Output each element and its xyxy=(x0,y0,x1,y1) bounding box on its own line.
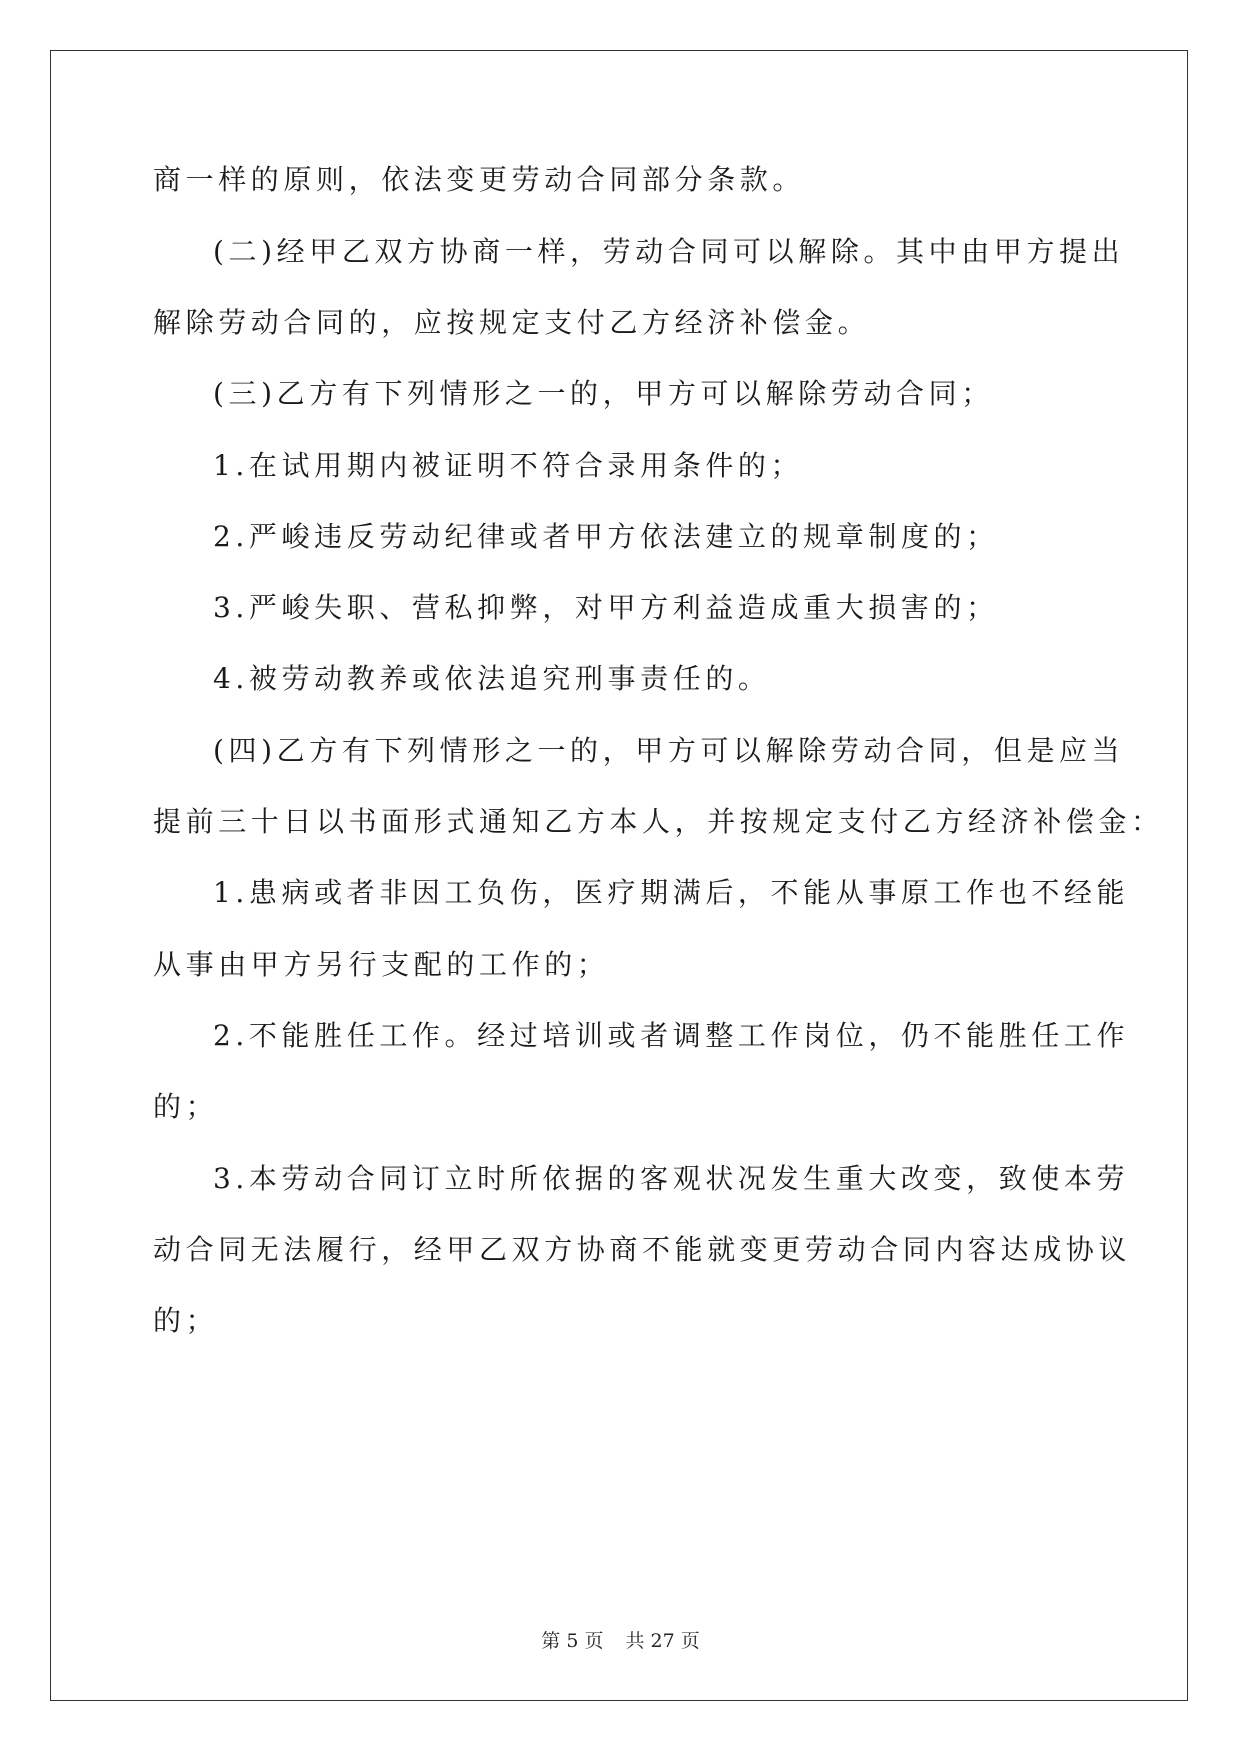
text-line: 4.被劳动教养或依法追究刑事责任的。 xyxy=(213,662,771,695)
text-line: (三)乙方有下列情形之一的，甲方可以解除劳动合同； xyxy=(213,377,994,410)
text-line: 1.患病或者非因工负伤，医疗期满后，不能从事原工作也不经能 xyxy=(213,876,1130,909)
text-line: 2.严峻违反劳动纪律或者甲方依法建立的规章制度的； xyxy=(213,520,999,553)
page-number-total: 共 27 页 xyxy=(625,1630,700,1652)
text-line: 1.在试用期内被证明不符合录用条件的； xyxy=(213,449,804,482)
text-line: 商一样的原则，依法变更劳动合同部分条款。 xyxy=(153,163,806,196)
text-line: 3.严峻失职、营私抑弊，对甲方利益造成重大损害的； xyxy=(213,591,999,624)
text-line: 3.本劳动合同订立时所依据的客观状况发生重大改变，致使本劳 xyxy=(213,1162,1130,1195)
page-number-current: 第 5 页 xyxy=(541,1630,604,1652)
text-line: 提前三十日以书面形式通知乙方本人，并按规定支付乙方经济补偿金： xyxy=(153,805,1164,838)
page-footer xyxy=(0,1626,1241,1653)
text-line: 从事由甲方另行支配的工作的； xyxy=(153,948,610,981)
text-line: 解除劳动合同的，应按规定支付乙方经济补偿金。 xyxy=(153,306,871,339)
text-line: 动合同无法履行，经甲乙双方协商不能就变更劳动合同内容达成协议 xyxy=(153,1233,1132,1266)
text-line: 2.不能胜任工作。经过培训或者调整工作岗位，仍不能胜任工作 xyxy=(213,1019,1130,1052)
text-line: 的； xyxy=(153,1090,219,1123)
text-line: (四)乙方有下列情形之一的，甲方可以解除劳动合同，但是应当 xyxy=(213,734,1125,767)
text-line: (二)经甲乙双方协商一样，劳动合同可以解除。其中由甲方提出 xyxy=(213,235,1125,268)
text-line: 的； xyxy=(153,1304,219,1337)
